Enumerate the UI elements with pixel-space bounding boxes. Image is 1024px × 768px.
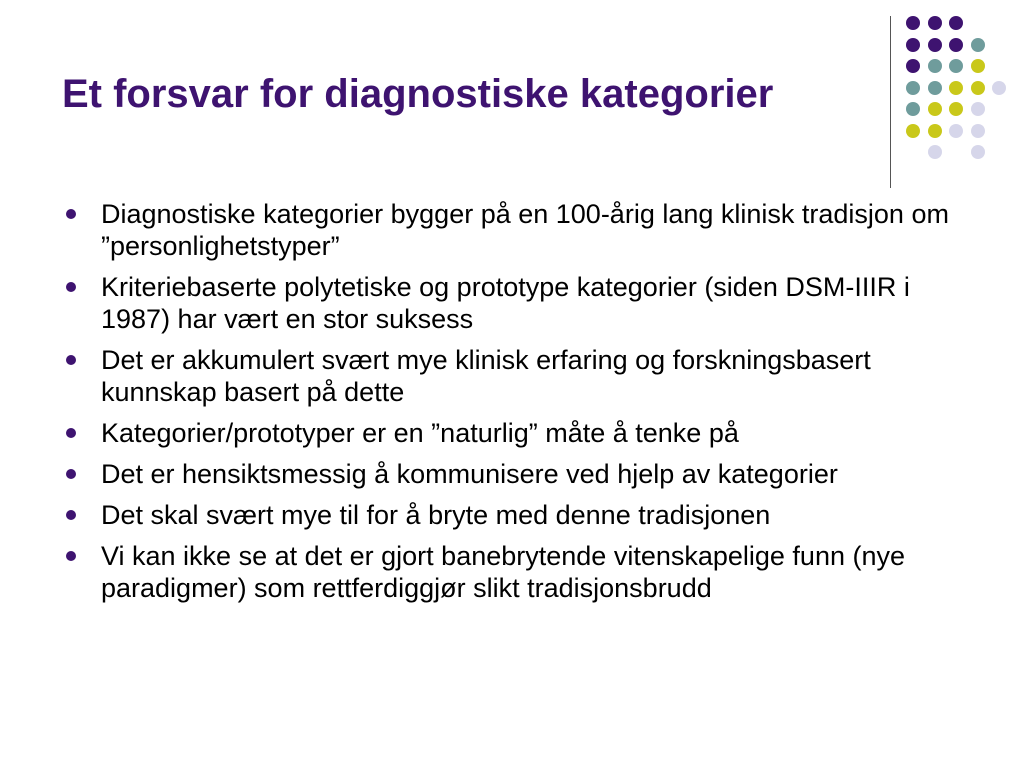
bullet-dot-icon <box>66 428 76 438</box>
decorative-dot <box>906 124 920 138</box>
decorative-dot <box>906 38 920 52</box>
decorative-dot <box>928 59 942 73</box>
slide-title: Et forsvar for diagnostiske kategorier <box>62 72 774 116</box>
decorative-dot <box>906 81 920 95</box>
bullet-dot-icon <box>66 209 76 219</box>
decorative-dot <box>949 81 963 95</box>
decorative-dot <box>949 16 963 30</box>
decorative-dot <box>949 124 963 138</box>
bullet-item <box>64 417 964 449</box>
decorative-dot <box>971 38 985 52</box>
vertical-divider <box>890 16 891 188</box>
decorative-dot <box>928 124 942 138</box>
decorative-dot <box>906 102 920 116</box>
decorative-dot <box>949 59 963 73</box>
bullet-text: Diagnostiske kategorier bygger på en 100-årig lang klinisk tradisjon om ”personlighetstyper” <box>101 199 949 261</box>
bullet-item <box>64 499 964 531</box>
bullet-dot-icon <box>66 282 76 292</box>
decorative-dot <box>928 145 942 159</box>
bullet-text: Det er hensiktsmessig å kommunisere ved hjelp av kategorier <box>101 459 838 489</box>
decorative-dot <box>971 59 985 73</box>
bullet-text: Det skal svært mye til for å bryte med denne tradisjonen <box>101 500 771 530</box>
bullet-text: Kategorier/prototyper er en ”naturlig” måte å tenke på <box>101 418 739 448</box>
decorative-dot <box>928 102 942 116</box>
bullet-item <box>64 198 964 262</box>
bullet-item <box>64 344 964 408</box>
decorative-dot <box>992 81 1006 95</box>
bullet-text: Vi kan ikke se at det er gjort banebrytende vitenskapelige funn (nye paradigmer) som rettferdiggjør slikt tradisjonsbrudd <box>101 541 906 603</box>
bullet-dot-icon <box>66 355 76 365</box>
bullet-text: Det er akkumulert svært mye klinisk erfaring og forskningsbasert kunnskap basert på dette <box>101 345 871 407</box>
decorative-dot <box>928 38 942 52</box>
decorative-dot <box>949 102 963 116</box>
decorative-dot <box>928 16 942 30</box>
decorative-dot <box>906 16 920 30</box>
decorative-dot <box>949 38 963 52</box>
decorative-dot <box>971 81 985 95</box>
decorative-dot <box>906 59 920 73</box>
bullet-list <box>64 198 964 613</box>
decorative-dot <box>971 145 985 159</box>
bullet-item <box>64 540 964 604</box>
bullet-item <box>64 271 964 335</box>
decorative-dot <box>971 102 985 116</box>
bullet-dot-icon <box>66 551 76 561</box>
bullet-item <box>64 458 964 490</box>
decorative-dot <box>928 81 942 95</box>
bullet-dot-icon <box>66 510 76 520</box>
bullet-dot-icon <box>66 469 76 479</box>
bullet-text: Kriteriebaserte polytetiske og prototype kategorier (siden DSM-IIIR i 1987) har vært en stor suksess <box>101 272 910 334</box>
decorative-dot <box>971 124 985 138</box>
